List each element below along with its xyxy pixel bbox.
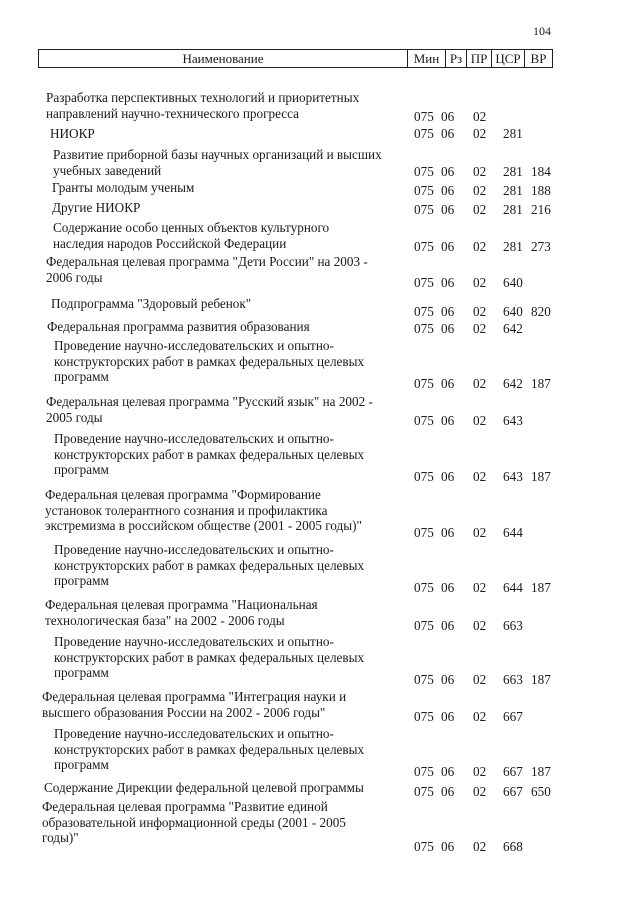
row-rz-code: 06 [441,525,455,540]
row-csr-code: 643 [503,469,523,484]
row-rz-code: 06 [441,183,455,198]
page-number: 104 [533,24,551,38]
header-name: Наименование [39,50,408,67]
row-name: Федеральная целевая программа "Дети России" на 2003 - 2006 годы [46,254,368,285]
row-csr-code: 281 [503,202,523,217]
row-csr-code: 281 [503,239,523,254]
row-rz-code: 06 [441,413,455,428]
row-name: Федеральная целевая программа "Русский язык" на 2002 - 2005 годы [46,394,373,425]
row-pr-code: 02 [473,202,487,217]
row-vr-code: 216 [531,202,551,217]
row-rz-code: 06 [441,202,455,217]
row-csr-code: 640 [503,304,523,319]
row-name: Подпрограмма "Здоровый ребенок" [51,296,252,311]
row-pr-code: 02 [473,304,487,319]
row-csr-code: 643 [503,413,523,428]
row-csr-code: 667 [503,709,523,724]
header-pr: ПР [467,50,492,67]
row-min-code: 075 [414,321,434,336]
row-vr-code: 820 [531,304,551,319]
row-rz-code: 06 [441,126,455,141]
row-min-code: 075 [414,202,434,217]
row-rz-code: 06 [441,764,455,779]
row-name: Проведение научно-исследовательских и опытно- конструкторских работ в рамках федеральных целевых программ [54,726,365,772]
header-csr: ЦСР [492,50,525,67]
row-csr-code: 644 [503,580,523,595]
row-rz-code: 06 [441,321,455,336]
row-rz-code: 06 [441,376,455,391]
row-pr-code: 02 [473,275,487,290]
table-header [38,49,553,68]
row-rz-code: 06 [441,580,455,595]
row-min-code: 075 [414,469,434,484]
row-rz-code: 06 [441,469,455,484]
row-min-code: 075 [414,304,434,319]
row-csr-code: 281 [503,164,523,179]
row-name: Проведение научно-исследовательских и опытно- конструкторских работ в рамках федеральных целевых программ [54,542,365,588]
row-min-code: 075 [414,126,434,141]
row-vr-code: 187 [531,469,551,484]
row-name: Развитие приборной базы научных организаций и высших учебных заведений [53,147,382,178]
row-csr-code: 281 [503,183,523,198]
row-csr-code: 667 [503,784,523,799]
row-rz-code: 06 [441,239,455,254]
header-rz: Рз [446,50,467,67]
row-pr-code: 02 [473,109,487,124]
row-vr-code: 188 [531,183,551,198]
row-min-code: 075 [414,413,434,428]
row-name: Проведение научно-исследовательских и опытно- конструкторских работ в рамках федеральных целевых программ [54,634,365,680]
row-min-code: 075 [414,275,434,290]
row-csr-code: 663 [503,672,523,687]
row-pr-code: 02 [473,164,487,179]
row-min-code: 075 [414,672,434,687]
row-csr-code: 663 [503,618,523,633]
row-name: Федеральная целевая программа "Формирование установок толерантного сознания и профилактика экстремизма в российском обществе (2001 - 2005 годы)" [45,487,362,533]
row-rz-code: 06 [441,304,455,319]
row-name: Другие НИОКР [52,200,141,215]
row-name: Гранты молодым ученым [52,180,195,195]
row-pr-code: 02 [473,618,487,633]
row-csr-code: 644 [503,525,523,540]
row-name: Федеральная программа развития образования [47,319,310,334]
row-min-code: 075 [414,784,434,799]
row-pr-code: 02 [473,525,487,540]
row-rz-code: 06 [441,618,455,633]
row-min-code: 075 [414,764,434,779]
row-rz-code: 06 [441,164,455,179]
row-vr-code: 187 [531,672,551,687]
row-csr-code: 642 [503,321,523,336]
row-vr-code: 184 [531,164,551,179]
row-pr-code: 02 [473,784,487,799]
row-name: Содержание Дирекции федеральной целевой программы [44,780,364,795]
row-pr-code: 02 [473,672,487,687]
row-csr-code: 281 [503,126,523,141]
row-pr-code: 02 [473,376,487,391]
header-vr: ВР [530,50,547,66]
row-rz-code: 06 [441,784,455,799]
row-pr-code: 02 [473,321,487,336]
row-min-code: 075 [414,109,434,124]
row-name: Федеральная целевая программа "Национальная технологическая база" на 2002 - 2006 годы [45,597,318,628]
row-csr-code: 642 [503,376,523,391]
row-name: Федеральная целевая программа "Интеграция науки и высшего образования России на 2002 - 2006 годы" [42,689,347,720]
row-pr-code: 02 [473,239,487,254]
row-name: Проведение научно-исследовательских и опытно- конструкторских работ в рамках федеральных целевых программ [54,431,365,477]
row-vr-code: 187 [531,376,551,391]
row-min-code: 075 [414,709,434,724]
row-vr-code: 650 [531,784,551,799]
row-rz-code: 06 [441,709,455,724]
row-pr-code: 02 [473,839,487,854]
row-min-code: 075 [414,164,434,179]
row-vr-code: 187 [531,764,551,779]
row-pr-code: 02 [473,764,487,779]
row-min-code: 075 [414,525,434,540]
header-min: Мин [408,50,446,67]
row-csr-code: 640 [503,275,523,290]
row-min-code: 075 [414,183,434,198]
row-vr-code: 187 [531,580,551,595]
row-min-code: 075 [414,376,434,391]
row-name: Содержание особо ценных объектов культурного наследия народов Российской Федерации [53,220,330,251]
row-min-code: 075 [414,618,434,633]
row-pr-code: 02 [473,183,487,198]
row-pr-code: 02 [473,469,487,484]
row-pr-code: 02 [473,709,487,724]
row-rz-code: 06 [441,275,455,290]
row-min-code: 075 [414,239,434,254]
row-rz-code: 06 [441,109,455,124]
row-pr-code: 02 [473,413,487,428]
row-vr-code: 273 [531,239,551,254]
row-name: НИОКР [50,126,95,141]
row-name: Разработка перспективных технологий и приоритетных направлений научно-технического прогресса [46,90,360,121]
row-name: Федеральная целевая программа "Развитие единой образовательной информационной среды (2001 - 2005 годы)" [42,799,346,845]
row-csr-code: 668 [503,839,523,854]
row-rz-code: 06 [441,839,455,854]
row-min-code: 075 [414,580,434,595]
row-min-code: 075 [414,839,434,854]
row-pr-code: 02 [473,580,487,595]
row-csr-code: 667 [503,764,523,779]
row-name: Проведение научно-исследовательских и опытно- конструкторских работ в рамках федеральных целевых программ [54,338,365,384]
row-pr-code: 02 [473,126,487,141]
row-rz-code: 06 [441,672,455,687]
